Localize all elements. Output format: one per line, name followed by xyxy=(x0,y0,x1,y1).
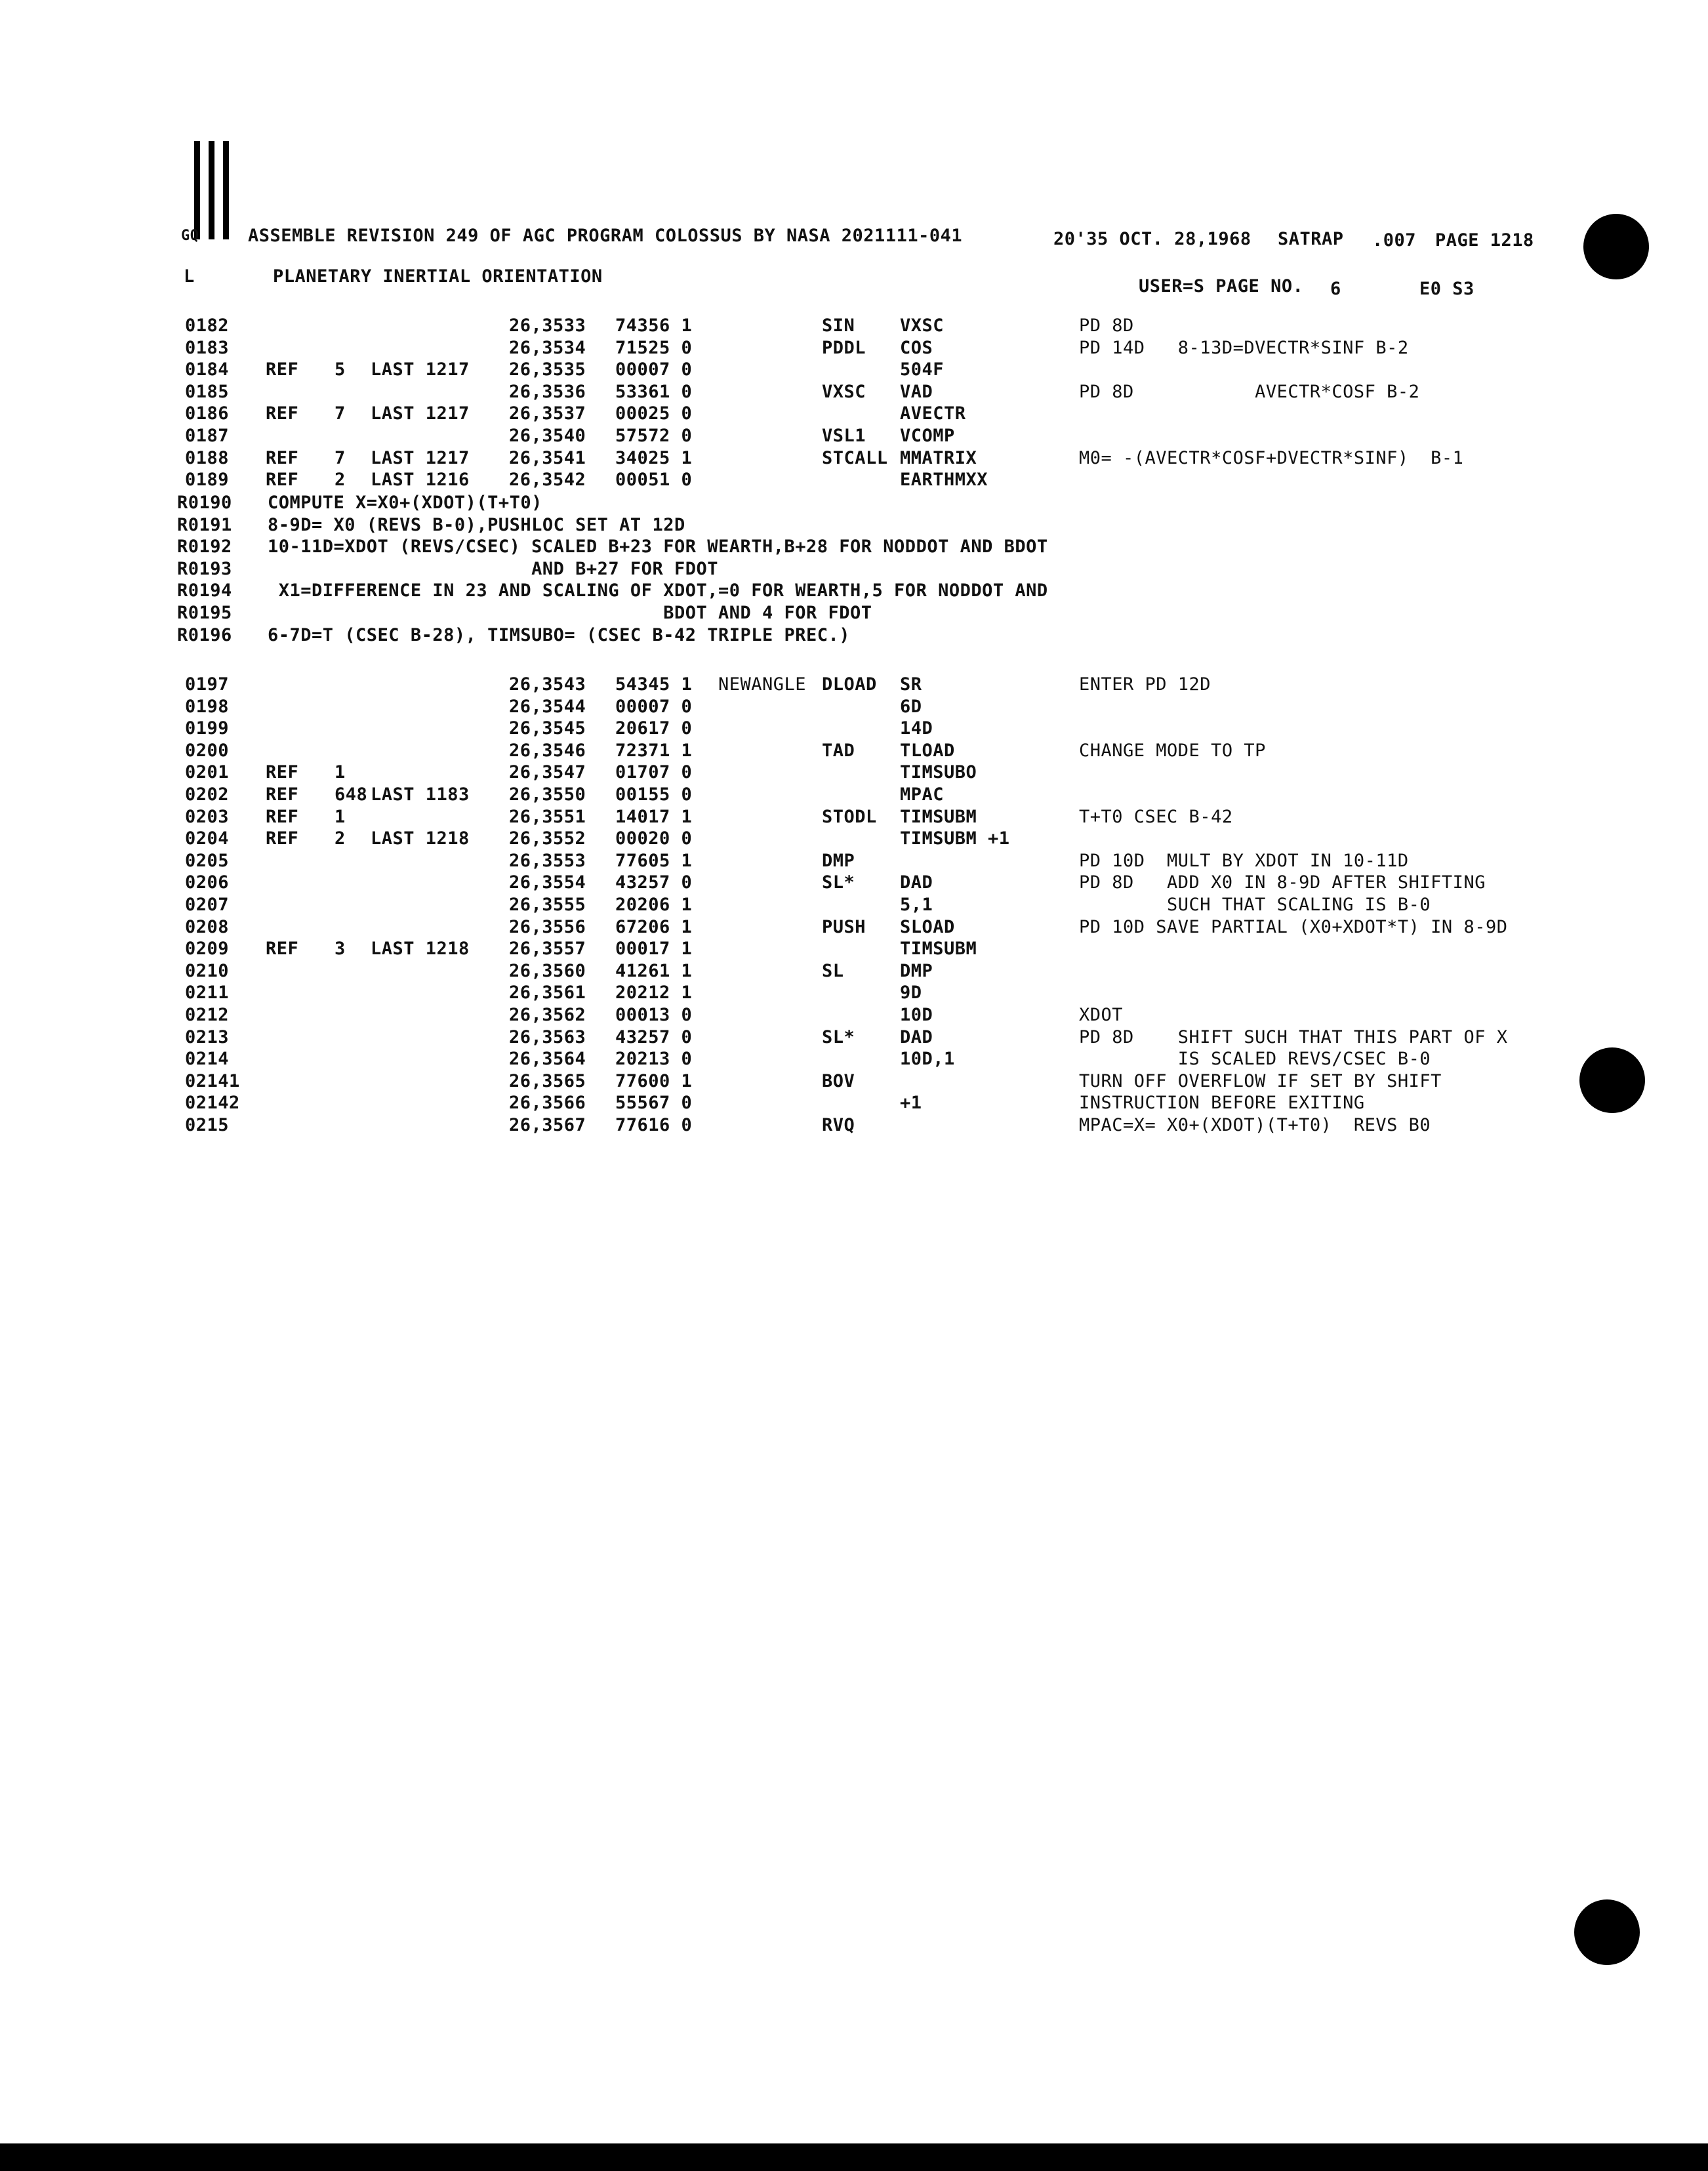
comment-line xyxy=(0,492,1708,514)
cell-repn: 5 xyxy=(335,359,346,380)
cell-comment: ENTER PD 12D xyxy=(1079,674,1211,695)
cell-word: 77600 1 xyxy=(615,1070,693,1091)
comment-text: 10-11D=XDOT (REVS/CSEC) SCALED B+23 FOR WEARTH,B+28 FOR NODDOT AND BDOT xyxy=(268,537,1048,558)
cell-rep: REF xyxy=(266,359,299,380)
comment-line xyxy=(0,536,1708,558)
cell-operand: MMATRIX xyxy=(900,447,977,468)
comment-line xyxy=(0,558,1708,580)
comment-text: 6-7D=T (CSEC B-28), TIMSUBO= (CSEC B-42 TRIPLE PREC.) xyxy=(268,624,851,645)
comment-seq: R0191 xyxy=(177,514,232,535)
cell-comment: PD 14D 8-13D=DVECTR*SINF B-2 xyxy=(1079,337,1409,358)
cell-seq: 0206 xyxy=(185,872,230,893)
cell-seq: 0185 xyxy=(185,381,230,402)
cell-rep: REF xyxy=(266,784,299,805)
cell-word: 00025 0 xyxy=(615,403,693,424)
cell-addr: 26,3535 xyxy=(509,359,586,380)
cell-repn: 648 xyxy=(335,784,368,805)
cell-addr: 26,3554 xyxy=(509,872,586,893)
cell-operand: SLOAD xyxy=(900,916,955,937)
cell-word: 41261 1 xyxy=(615,960,693,981)
cell-addr: 26,3545 xyxy=(509,718,586,739)
cell-word: 00007 0 xyxy=(615,696,693,717)
listing-title: ASSEMBLE REVISION 249 OF AGC PROGRAM COLOSSUS BY NASA 2021111-041 xyxy=(248,226,963,246)
listing-row xyxy=(0,425,1708,447)
registration-bar-3 xyxy=(223,141,229,239)
cell-last: LAST 1217 xyxy=(371,403,470,424)
cell-operand: 9D xyxy=(900,983,922,1004)
cell-addr: 26,3556 xyxy=(509,916,586,937)
cell-last: LAST 1216 xyxy=(371,470,470,491)
cell-addr: 26,3533 xyxy=(509,315,586,336)
cell-addr: 26,3542 xyxy=(509,470,586,491)
cell-operand: EARTHMXX xyxy=(900,470,988,491)
cell-word: 00051 0 xyxy=(615,470,693,491)
listing-system: SATRAP xyxy=(1278,229,1344,249)
cell-seq: 0205 xyxy=(185,850,230,871)
cell-repn: 1 xyxy=(335,806,346,827)
cell-seq: 0186 xyxy=(185,403,230,424)
cell-seq: 02141 xyxy=(185,1070,240,1091)
cell-word: 77605 1 xyxy=(615,850,693,871)
cell-seq: 0197 xyxy=(185,674,230,695)
listing-row xyxy=(0,674,1708,695)
cell-repn: 7 xyxy=(335,447,346,468)
cell-op: VSL1 xyxy=(822,426,866,446)
cell-seq: 0187 xyxy=(185,426,230,446)
listing-row xyxy=(0,696,1708,718)
registration-bar-1 xyxy=(194,141,200,239)
listing-code: E0 S3 xyxy=(1419,279,1474,299)
cell-comment: SUCH THAT SCALING IS B-0 xyxy=(1079,895,1431,915)
cell-comment: MPAC=X= X0+(XDOT)(T+T0) REVS B0 xyxy=(1079,1115,1431,1135)
comment-line xyxy=(0,602,1708,624)
cell-comment: PD 8D SHIFT SUCH THAT THIS PART OF X xyxy=(1079,1026,1508,1047)
cell-addr: 26,3550 xyxy=(509,784,586,805)
cell-addr: 26,3566 xyxy=(509,1093,586,1114)
cell-operand: 504F xyxy=(900,359,945,380)
cell-word: 00155 0 xyxy=(615,784,693,805)
cell-addr: 26,3534 xyxy=(509,337,586,358)
user-page-label: USER=S PAGE NO. xyxy=(1139,276,1304,296)
listing-row xyxy=(0,337,1708,359)
cell-seq: 0214 xyxy=(185,1049,230,1070)
cell-repn: 3 xyxy=(335,939,346,960)
listing-row xyxy=(0,1004,1708,1026)
cell-word: 34025 1 xyxy=(615,447,693,468)
listing-row xyxy=(0,447,1708,469)
cell-addr: 26,3565 xyxy=(509,1070,586,1091)
listing-row xyxy=(0,740,1708,761)
cell-operand: +1 xyxy=(900,1093,922,1114)
comment-seq: R0195 xyxy=(177,603,232,623)
cell-op: STODL xyxy=(822,806,877,827)
listing-row xyxy=(0,916,1708,938)
cell-addr: 26,3541 xyxy=(509,447,586,468)
cell-word: 14017 1 xyxy=(615,806,693,827)
cell-seq: 0202 xyxy=(185,784,230,805)
cell-addr: 26,3563 xyxy=(509,1026,586,1047)
comment-seq: R0194 xyxy=(177,580,232,601)
cell-operand: SR xyxy=(900,674,922,695)
punch-hole-bottom xyxy=(1574,1899,1640,1965)
cell-word: 67206 1 xyxy=(615,916,693,937)
cell-addr: 26,3555 xyxy=(509,895,586,915)
cell-word: 20617 0 xyxy=(615,718,693,739)
cell-word: 00020 0 xyxy=(615,828,693,849)
cell-word: 20206 1 xyxy=(615,895,693,915)
cell-word: 20212 1 xyxy=(615,983,693,1004)
cell-seq: 0188 xyxy=(185,447,230,468)
cell-addr: 26,3557 xyxy=(509,939,586,960)
cell-comment: PD 10D SAVE PARTIAL (X0+XDOT*T) IN 8-9D xyxy=(1079,916,1508,937)
cell-comment: PD 8D xyxy=(1079,315,1134,336)
cell-op: BOV xyxy=(822,1070,855,1091)
scan-edge-band xyxy=(0,2143,1708,2171)
cell-addr: 26,3561 xyxy=(509,983,586,1004)
cell-word: 77616 0 xyxy=(615,1115,693,1135)
cell-rep: REF xyxy=(266,403,299,424)
cell-seq: 0210 xyxy=(185,960,230,981)
cell-comment: TURN OFF OVERFLOW IF SET BY SHIFT xyxy=(1079,1070,1442,1091)
cell-operand: 10D xyxy=(900,1005,933,1025)
cell-addr: 26,3551 xyxy=(509,806,586,827)
cell-repn: 1 xyxy=(335,762,346,783)
cell-rep: REF xyxy=(266,828,299,849)
registration-bar-2 xyxy=(209,141,214,239)
listing-row xyxy=(0,784,1708,805)
cell-comment: INSTRUCTION BEFORE EXITING xyxy=(1079,1093,1365,1114)
listing-row xyxy=(0,850,1708,872)
cell-seq: 0201 xyxy=(185,762,230,783)
cell-word: 43257 0 xyxy=(615,1026,693,1047)
cell-word: 55567 0 xyxy=(615,1093,693,1114)
comment-text: X1=DIFFERENCE IN 23 AND SCALING OF XDOT,=0 FOR WEARTH,5 FOR NODDOT AND xyxy=(268,580,1048,601)
cell-seq: 0213 xyxy=(185,1026,230,1047)
listing-row xyxy=(0,1070,1708,1092)
cell-word: 01707 0 xyxy=(615,762,693,783)
section-letter: L xyxy=(184,266,195,287)
cell-seq: 0204 xyxy=(185,828,230,849)
cell-rep: REF xyxy=(266,939,299,960)
cell-seq: 0184 xyxy=(185,359,230,380)
cell-op: PUSH xyxy=(822,916,866,937)
cell-last: LAST 1183 xyxy=(371,784,470,805)
cell-seq: 0207 xyxy=(185,895,230,915)
listing-row xyxy=(0,1092,1708,1114)
cell-repn: 7 xyxy=(335,403,346,424)
cell-word: 00007 0 xyxy=(615,359,693,380)
comment-seq: R0190 xyxy=(177,493,232,513)
cell-rep: REF xyxy=(266,806,299,827)
cell-operand: VCOMP xyxy=(900,426,955,446)
cell-operand: 10D,1 xyxy=(900,1049,955,1070)
cell-addr: 26,3536 xyxy=(509,381,586,402)
listing-row xyxy=(0,960,1708,982)
cell-rep: REF xyxy=(266,762,299,783)
cell-word: 72371 1 xyxy=(615,740,693,761)
cell-addr: 26,3537 xyxy=(509,403,586,424)
listing-row xyxy=(0,894,1708,916)
cell-seq: 0183 xyxy=(185,337,230,358)
cell-word: 57572 0 xyxy=(615,426,693,446)
cell-repn: 2 xyxy=(335,470,346,491)
cell-operand: AVECTR xyxy=(900,403,966,424)
cell-operand: VAD xyxy=(900,381,933,402)
cell-seq: 0182 xyxy=(185,315,230,336)
cell-addr: 26,3560 xyxy=(509,960,586,981)
cell-addr: 26,3567 xyxy=(509,1115,586,1135)
cell-op: RVQ xyxy=(822,1115,855,1135)
cell-rep: REF xyxy=(266,470,299,491)
corner-mark: GQ xyxy=(181,228,199,244)
cell-word: 00013 0 xyxy=(615,1005,693,1025)
cell-last: LAST 1218 xyxy=(371,828,470,849)
cell-seq: 0200 xyxy=(185,740,230,761)
cell-addr: 26,3553 xyxy=(509,850,586,871)
listing-row xyxy=(0,761,1708,783)
cell-word: 74356 1 xyxy=(615,315,693,336)
cell-op: DLOAD xyxy=(822,674,877,695)
cell-op: STCALL xyxy=(822,447,888,468)
comment-text: 8-9D= X0 (REVS B-0),PUSHLOC SET AT 12D xyxy=(268,514,685,535)
cell-seq: 0208 xyxy=(185,916,230,937)
cell-seq: 0209 xyxy=(185,939,230,960)
listing-row xyxy=(0,982,1708,1004)
cell-operand: 5,1 xyxy=(900,895,933,915)
cell-op: SL* xyxy=(822,872,855,893)
cell-word: 43257 0 xyxy=(615,872,693,893)
listing-row xyxy=(0,359,1708,380)
cell-operand: DAD xyxy=(900,872,933,893)
listing-row xyxy=(0,403,1708,424)
listing-row xyxy=(0,1048,1708,1070)
listing-row xyxy=(0,381,1708,403)
cell-addr: 26,3544 xyxy=(509,696,586,717)
cell-addr: 26,3540 xyxy=(509,426,586,446)
cell-seq: 0211 xyxy=(185,983,230,1004)
listing-row xyxy=(0,1026,1708,1048)
cell-last: LAST 1217 xyxy=(371,447,470,468)
cell-word: 54345 1 xyxy=(615,674,693,695)
comment-text: COMPUTE X=X0+(XDOT)(T+T0) xyxy=(268,493,542,513)
cell-addr: 26,3564 xyxy=(509,1049,586,1070)
cell-op: TAD xyxy=(822,740,855,761)
cell-operand: TLOAD xyxy=(900,740,955,761)
cell-last: LAST 1217 xyxy=(371,359,470,380)
cell-operand: TIMSUBM +1 xyxy=(900,828,1010,849)
cell-word: 53361 0 xyxy=(615,381,693,402)
cell-operand: VXSC xyxy=(900,315,945,336)
cell-operand: DMP xyxy=(900,960,933,981)
cell-seq: 0212 xyxy=(185,1005,230,1025)
cell-comment: CHANGE MODE TO TP xyxy=(1079,740,1266,761)
listing-row xyxy=(0,872,1708,893)
cell-op: DMP xyxy=(822,850,855,871)
cell-comment: XDOT xyxy=(1079,1005,1124,1025)
punch-hole-top xyxy=(1583,214,1649,279)
cell-comment: PD 8D ADD X0 IN 8-9D AFTER SHIFTING xyxy=(1079,872,1486,893)
cell-addr: 26,3552 xyxy=(509,828,586,849)
comment-line xyxy=(0,514,1708,536)
cell-operand: TIMSUBM xyxy=(900,939,977,960)
cell-seq: 02142 xyxy=(185,1093,240,1114)
cell-comment: IS SCALED REVS/CSEC B-0 xyxy=(1079,1049,1431,1070)
cell-seq: 0215 xyxy=(185,1115,230,1135)
cell-operand: DAD xyxy=(900,1026,933,1047)
cell-seq: 0203 xyxy=(185,806,230,827)
listing-version: .007 xyxy=(1372,230,1417,251)
cell-addr: 26,3546 xyxy=(509,740,586,761)
listing-row xyxy=(0,718,1708,739)
listing-row xyxy=(0,828,1708,849)
user-page-number: 6 xyxy=(1330,279,1341,299)
comment-line xyxy=(0,580,1708,601)
cell-operand: 6D xyxy=(900,696,922,717)
cell-rep: REF xyxy=(266,447,299,468)
cell-comment: PD 10D MULT BY XDOT IN 10-11D xyxy=(1079,850,1409,871)
cell-op: SL* xyxy=(822,1026,855,1047)
cell-addr: 26,3547 xyxy=(509,762,586,783)
listing-row xyxy=(0,938,1708,960)
cell-last: LAST 1218 xyxy=(371,939,470,960)
cell-operand: TIMSUBM xyxy=(900,806,977,827)
cell-operand: COS xyxy=(900,337,933,358)
page-number: PAGE 1218 xyxy=(1435,230,1534,251)
cell-addr: 26,3543 xyxy=(509,674,586,695)
comment-text: BDOT AND 4 FOR FDOT xyxy=(268,603,872,623)
cell-word: 00017 1 xyxy=(615,939,693,960)
cell-operand: MPAC xyxy=(900,784,945,805)
cell-op: SIN xyxy=(822,315,855,336)
cell-op: PDDL xyxy=(822,337,866,358)
cell-word: 71525 0 xyxy=(615,337,693,358)
cell-comment: M0= -(AVECTR*COSF+DVECTR*SINF) B-1 xyxy=(1079,447,1464,468)
comment-line xyxy=(0,624,1708,646)
comment-seq: R0193 xyxy=(177,558,232,579)
cell-operand: TIMSUBO xyxy=(900,762,977,783)
cell-repn: 2 xyxy=(335,828,346,849)
comment-seq: R0192 xyxy=(177,537,232,558)
listing-row xyxy=(0,1114,1708,1136)
cell-label: NEWANGLE xyxy=(718,674,807,695)
cell-addr: 26,3562 xyxy=(509,1005,586,1025)
comment-text: AND B+27 FOR FDOT xyxy=(268,558,718,579)
cell-comment: T+T0 CSEC B-42 xyxy=(1079,806,1233,827)
cell-seq: 0199 xyxy=(185,718,230,739)
cell-operand: 14D xyxy=(900,718,933,739)
section-title: PLANETARY INERTIAL ORIENTATION xyxy=(273,266,603,287)
listing-row xyxy=(0,806,1708,828)
cell-seq: 0189 xyxy=(185,470,230,491)
comment-seq: R0196 xyxy=(177,624,232,645)
listing-row xyxy=(0,315,1708,336)
cell-op: SL xyxy=(822,960,844,981)
cell-word: 20213 0 xyxy=(615,1049,693,1070)
cell-seq: 0198 xyxy=(185,696,230,717)
listing-datetime: 20'35 OCT. 28,1968 xyxy=(1053,229,1251,249)
cell-op: VXSC xyxy=(822,381,866,402)
cell-comment: PD 8D AVECTR*COSF B-2 xyxy=(1079,381,1420,402)
listing-row xyxy=(0,469,1708,491)
